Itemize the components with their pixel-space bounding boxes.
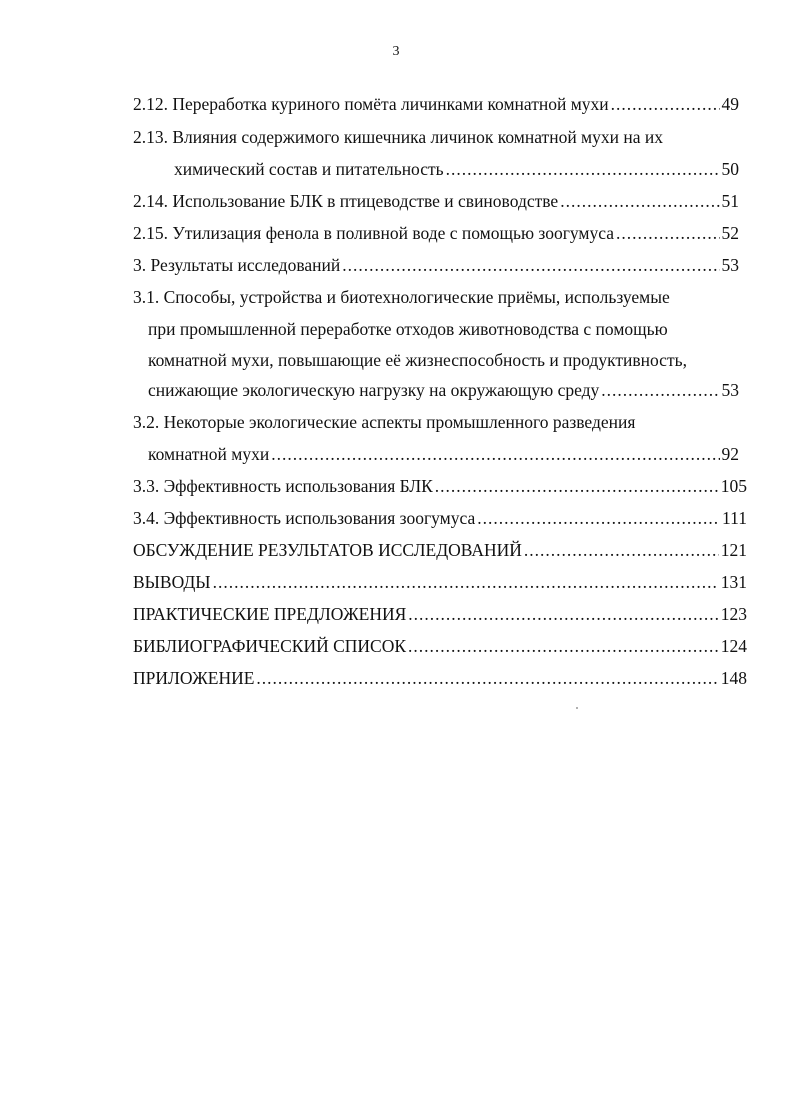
toc-entry-page: 50 (721, 159, 739, 179)
page-number: 3 (392, 44, 400, 59)
dot-leader (342, 252, 719, 278)
dot-leader (256, 665, 718, 691)
toc-entry-bibliography (133, 633, 747, 659)
toc-entry-title: 3.1. Способы, устройства и биотехнологические приёмы, используемые (133, 287, 670, 307)
toc-entry-title: 2.14. Использование БЛК в птицеводстве и свиноводстве (133, 191, 559, 211)
toc-entry-page: 121 (720, 540, 747, 560)
toc-entry-3-2-line-1 (133, 409, 739, 435)
dot-leader (213, 569, 719, 595)
dot-leader (524, 537, 719, 563)
toc-entry-3-1-line-2 (148, 316, 739, 342)
toc-entry-discussion (133, 537, 747, 563)
toc-entry-3-1-line-1 (133, 284, 739, 310)
toc-entry-title: комнатной мухи (148, 444, 270, 464)
toc-entry-title: 3.2. Некоторые экологические аспекты промышленного разведения (133, 412, 636, 432)
toc-entry-title: ПРАКТИЧЕСКИЕ ПРЕДЛОЖЕНИЯ (133, 604, 407, 624)
toc-entry-page: 124 (720, 636, 747, 656)
dot-leader (611, 91, 720, 117)
toc-entry-title: при промышленной переработке отходов животноводства с помощью (148, 319, 668, 339)
toc-entry-3-1-line-4 (148, 377, 739, 403)
toc-entry-2-12 (133, 91, 739, 117)
toc-entry-page: 53 (721, 255, 739, 275)
dot-leader (446, 156, 720, 182)
toc-entry-conclusions (133, 569, 747, 595)
toc-entry-title: ПРИЛОЖЕНИЕ (133, 668, 255, 688)
dot-leader (477, 505, 720, 531)
toc-entry-title: 3.4. Эффективность использования зоогумуса (133, 508, 476, 528)
toc-entry-appendix (133, 665, 747, 691)
toc-entry-3-2-line-2 (148, 441, 739, 467)
toc-entry-title: 2.13. Влияния содержимого кишечника личинок комнатной мухи на их (133, 127, 663, 147)
toc-entry-title: химический состав и питательность (174, 159, 444, 179)
toc-entry-2-15 (133, 220, 739, 246)
toc-entry-title: БИБЛИОГРАФИЧЕСКИЙ СПИСОК (133, 636, 407, 656)
toc-entry-page: 131 (720, 572, 747, 592)
dot-leader (408, 633, 719, 659)
toc-entry-page: 105 (720, 476, 747, 496)
dot-leader (616, 220, 720, 246)
toc-entry-title: ВЫВОДЫ (133, 572, 211, 592)
toc-entry-3-3 (133, 473, 747, 499)
scan-speck (576, 707, 578, 709)
toc-entry-page: 92 (721, 444, 739, 464)
dot-leader (560, 188, 719, 214)
dot-leader (271, 441, 719, 467)
toc-entry-3-1-line-3 (148, 347, 739, 373)
toc-entry-title: 2.15. Утилизация фенола в поливной воде с помощью зоогумуса (133, 223, 614, 243)
toc-entry-3 (133, 252, 739, 278)
toc-entry-title: 3. Результаты исследований (133, 255, 341, 275)
toc-entry-page: 51 (721, 191, 739, 211)
toc-entry-2-14 (133, 188, 739, 214)
toc-entry-title: ОБСУЖДЕНИЕ РЕЗУЛЬТАТОВ ИССЛЕДОВАНИЙ (133, 540, 522, 560)
toc-entry-title: 3.3. Эффективность использования БЛК (133, 476, 433, 496)
toc-entry-3-4 (133, 505, 747, 531)
toc-entry-page: 111 (722, 508, 747, 528)
toc-entry-practical-proposals (133, 601, 747, 627)
toc-entry-title: снижающие экологическую нагрузку на окружающую среду (148, 380, 600, 400)
toc-entry-page: 52 (721, 223, 739, 243)
dot-leader (435, 473, 719, 499)
toc-entry-page: 123 (720, 604, 747, 624)
toc-entry-title: 2.12. Переработка куриного помёта личинками комнатной мухи (133, 94, 609, 114)
toc-entry-page: 49 (721, 94, 739, 114)
toc-entry-page: 53 (721, 380, 739, 400)
toc-entry-page: 148 (720, 668, 747, 688)
dot-leader (601, 377, 719, 403)
toc-entry-title: комнатной мухи, повышающие её жизнеспособность и продуктивность, (148, 350, 687, 370)
toc-entry-2-13-line-2 (174, 156, 739, 182)
dot-leader (408, 601, 718, 627)
toc-entry-2-13-line-1 (133, 124, 739, 150)
